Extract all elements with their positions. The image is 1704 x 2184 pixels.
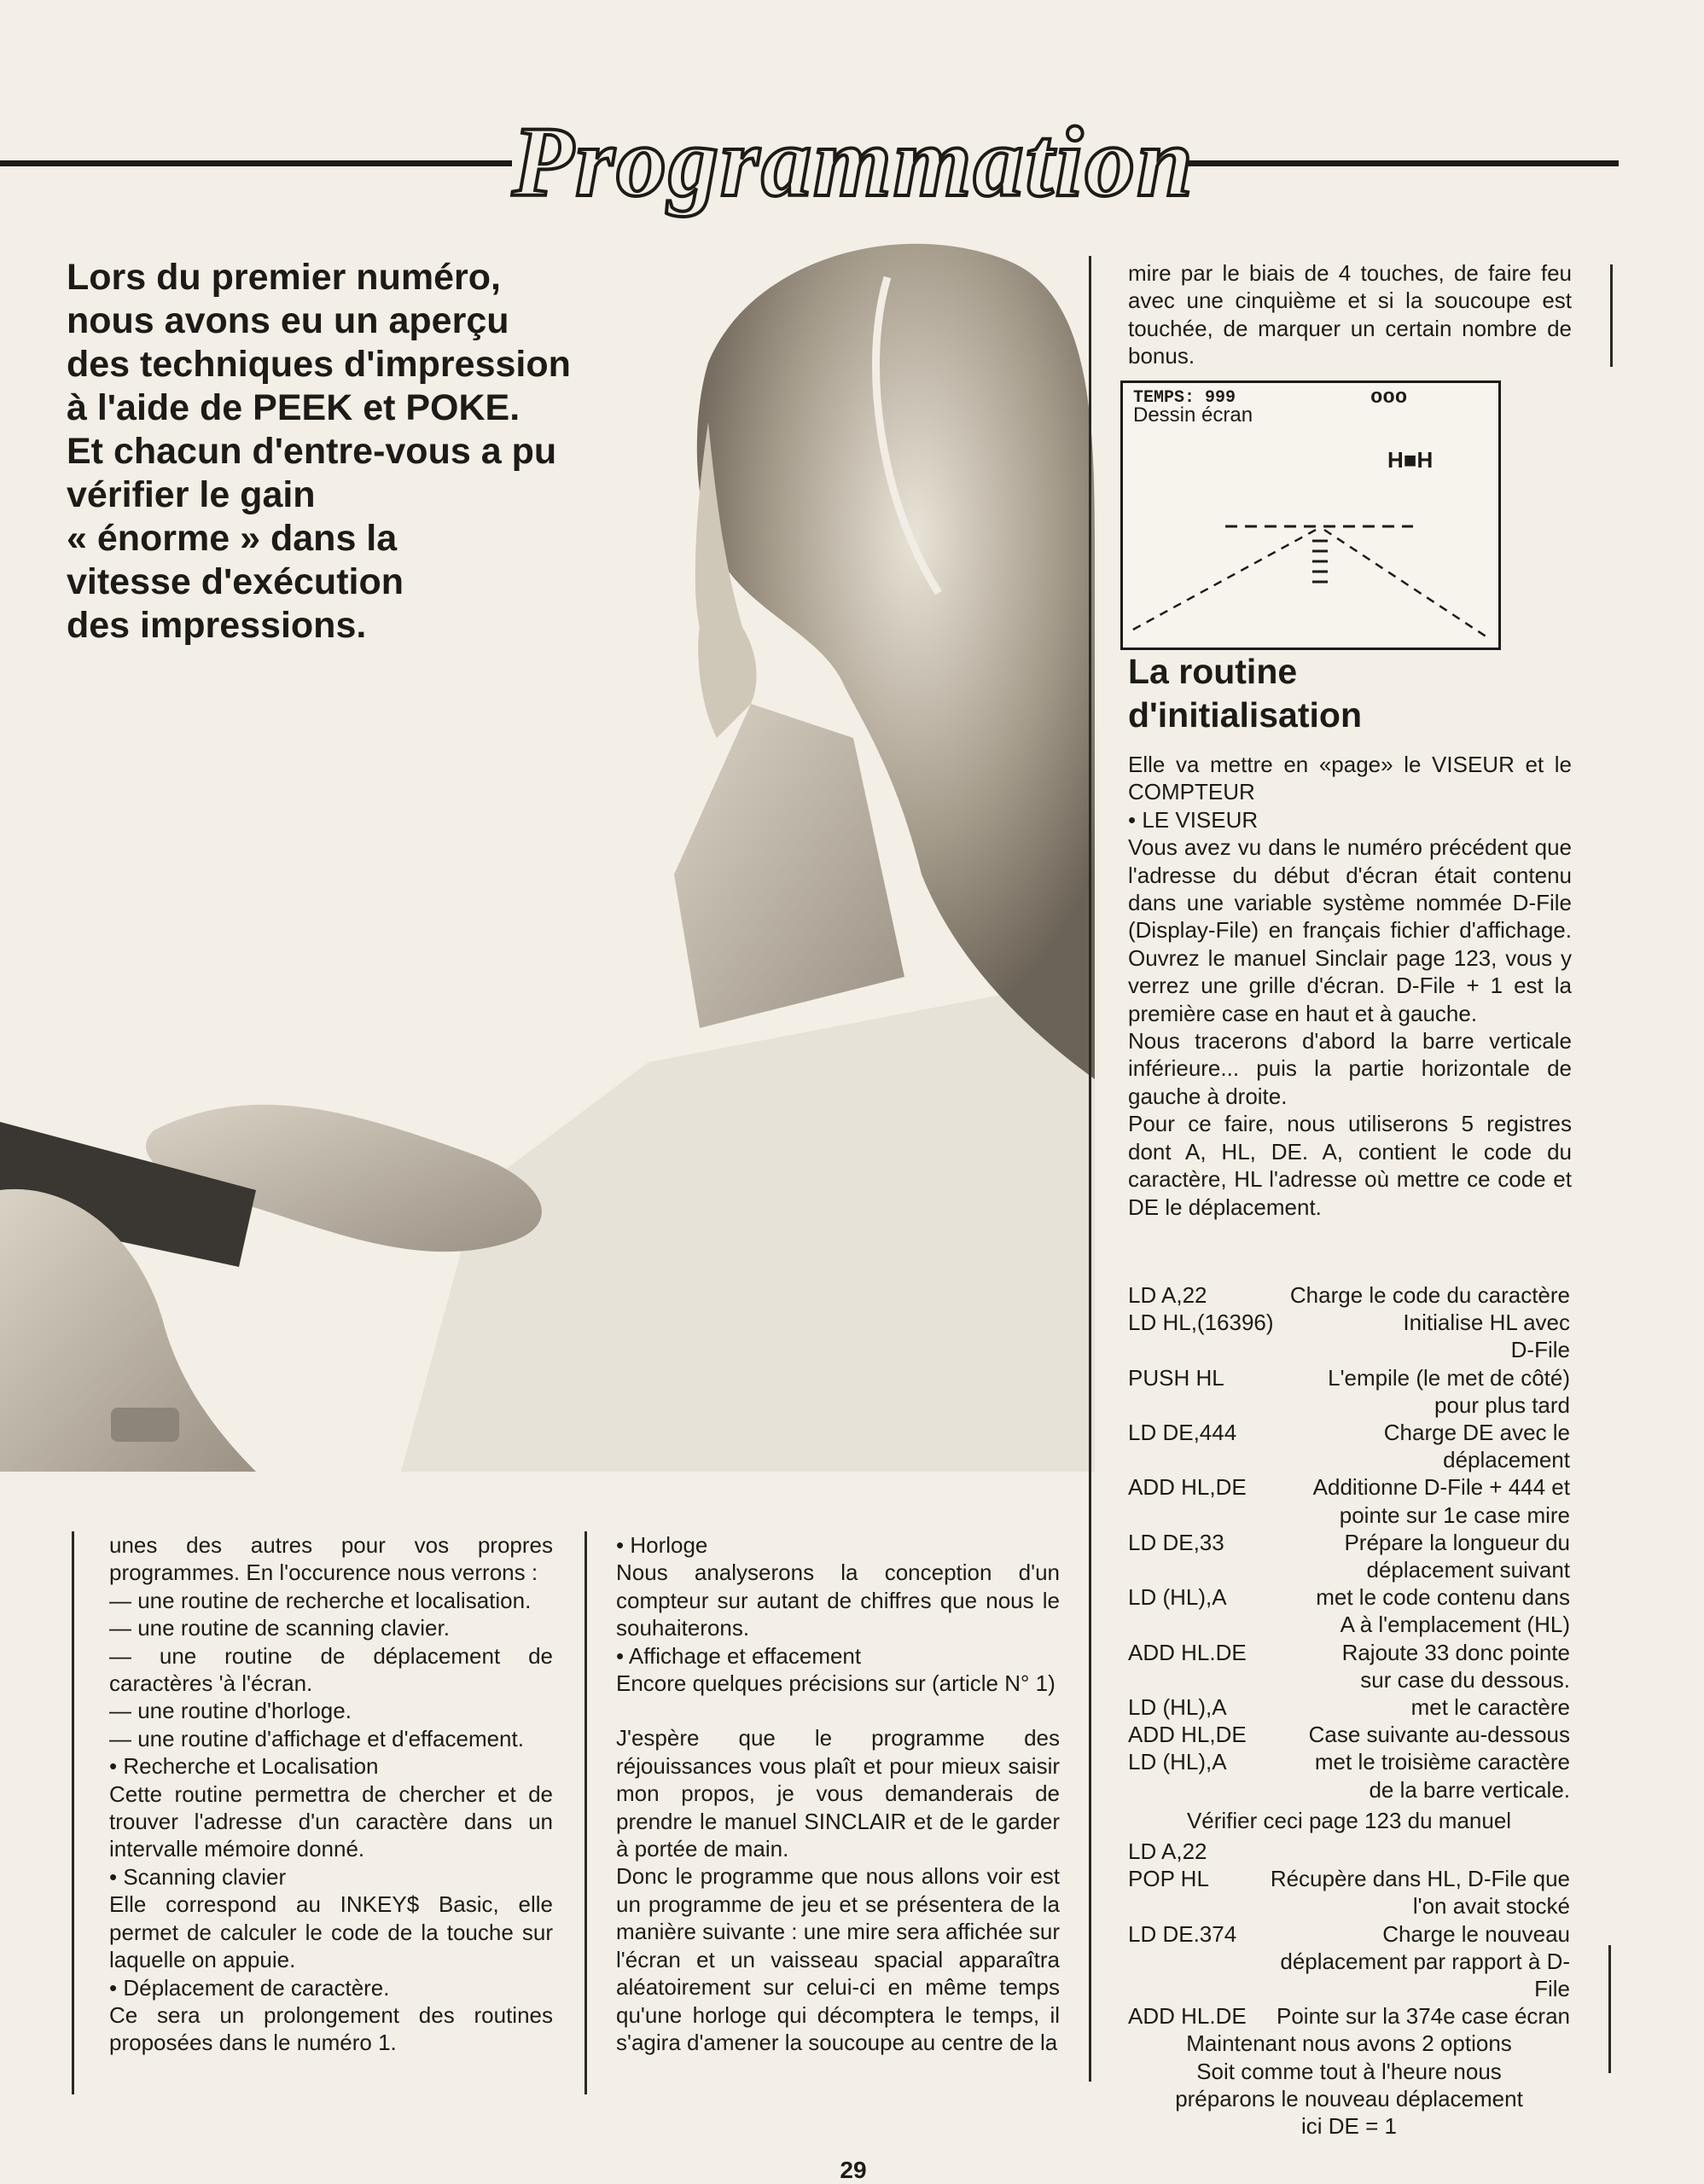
- column-rule-1: [72, 1531, 74, 2094]
- score-dots: ooo: [1370, 386, 1408, 410]
- code-line: LD HL,(16396) Initialise HL avec D-File: [1128, 1310, 1570, 1363]
- closing-line: Maintenant nous avons 2 options: [1186, 2030, 1512, 2057]
- column-rule-5: [1608, 1945, 1611, 2073]
- page-number: 29: [840, 2157, 867, 2183]
- manual-note: Vérifier ceci page 123 du manuel: [1186, 1807, 1512, 1833]
- header-rule-right: [1182, 160, 1619, 166]
- assembly-listing: [1128, 1281, 1570, 2140]
- code-line: PUSH HL L'empile (le met de côté) pour plus tard: [1128, 1364, 1570, 1418]
- diagram-caption: Dessin écran: [1133, 404, 1253, 427]
- section-title: Programmation: [512, 106, 1195, 218]
- photo-woman-with-calculator: [0, 226, 1095, 1472]
- code-line: LD DE,33 Prépare la longueur du déplacement suivant: [1128, 1529, 1570, 1583]
- crosshair-lines: [1123, 383, 1498, 648]
- code-line: LD DE,444 Charge DE avec le déplacement: [1128, 1420, 1570, 1473]
- column-rule-3: [1089, 256, 1091, 2082]
- code-line: LD A,22: [1128, 1838, 1207, 1865]
- code-line: LD DE.374 Charge le nouveau déplacement par rapport à D-File: [1128, 1920, 1570, 2002]
- spaceship: H■H: [1387, 447, 1434, 473]
- timer-label: TEMPS: 999: [1133, 388, 1236, 408]
- column-rule-4: [1610, 264, 1613, 367]
- code-line: LD (HL),A met le code contenu dans A à l'emplacement (HL): [1128, 1584, 1570, 1638]
- intro-text: Lors du premier numéro, nous avons eu un aperçu des techniques d'impression à l'aide de PEEK et POKE. Et chacun d'entre-vous a pu vérifier le gain « énorme » dans la vitesse d'exécution des impressions.: [67, 257, 571, 646]
- code-line: ADD HL,DE Case suivante au-dessous: [1128, 1722, 1570, 1748]
- code-line: ADD HL,DE Additionne D-File + 444 et pointe sur 1e case mire: [1128, 1474, 1570, 1528]
- column-rule-2: [584, 1531, 587, 2094]
- code-line: LD (HL),A met le caractère: [1128, 1694, 1570, 1721]
- closing-line: Soit comme tout à l'heure nous préparons le nouveau déplacement: [1175, 2058, 1523, 2111]
- text-column-1: unes des autres pour vos propres programmes. En l'occurence nous verrons : — une routine de recherche et localisation. — une routine de scanning clavier. — une routine de déplacement de caractères 'à l'écran. — une routine d'horloge. — une routine d'affichage et d'effacement. • Recherche et Localisation Cette routine permettra de chercher et de trouver l'adresse d'un caractère dans un intervalle mémoire donné. • Scanning clavier Elle correspond au INKEY$ Basic, elle permet de calculer le code de la touche sur laquelle on appuie. • Déplacement de caractère. Ce sera un prolongement des routines proposées dans le numéro 1.: [109, 1532, 553, 2056]
- text-column-2: • Horloge Nous analyserons la conception d'un compteur sur autant de chiffres que nous le souhaiterons. • Affichage et effacement Encore quelques précisions sur (article N° 1) J'espère que le programme des réjouissances vous plaît et pour mieux saisir mon propos, je vous demanderais de prendre le manuel SINCLAIR et de le garder à portée de main. Donc le programme que nous allons voir est un programme de jeu et se présentera de la manière suivante : une mire sera affichée sur l'écran et un vaisseau spacial apparaîtra aléatoirement sur celui-ci en même temps qu'une horloge qui décomptera le temps, il s'agira d'amener la soucoupe au centre de la: [616, 1532, 1060, 2055]
- screen-diagram: [1120, 380, 1501, 650]
- code-line: POP HL Récupère dans HL, D-File que l'on avait stocké: [1128, 1866, 1570, 1920]
- code-line: LD (HL),A met le troisième caractère de la barre verticale.: [1128, 1749, 1570, 1803]
- code-line: ADD HL.DE Rajoute 33 donc pointe sur case du dessous.: [1128, 1639, 1570, 1693]
- code-line: ADD HL.DE Pointe sur la 374e case écran: [1128, 2003, 1570, 2030]
- routine-heading: La routine d'initialisation: [1128, 652, 1362, 735]
- header-rule-left: [0, 160, 512, 166]
- text-column-3-top: mire par le biais de 4 touches, de faire feu avec une cinquième et si la soucoupe est touchée, de marquer un certain nombre de bonus.: [1128, 260, 1572, 369]
- code-line: LD A,22 Charge le code du caractère: [1128, 1282, 1570, 1308]
- text-column-3-body: Elle va mettre en «page» le VISEUR et le COMPTEUR • LE VISEUR Vous avez vu dans le numéro précédent que l'adresse du début d'écran était contenu dans une variable système nommée D-File (Display-File) en français fichier d'affichage. Ouvrez le manuel Sinclair page 123, vous y verrez une grille d'écran. D-File + 1 est la première case en haut et à gauche. Nous tracerons d'abord la barre verticale inférieure... puis la partie horizontale de gauche à droite. Pour ce faire, nous utiliserons 5 registres dont A, HL, DE. A, contient le code du caractère, HL l'adresse où mettre ce code et DE le déplacement.: [1128, 752, 1572, 1220]
- closing-line: ici DE = 1: [1301, 2113, 1397, 2140]
